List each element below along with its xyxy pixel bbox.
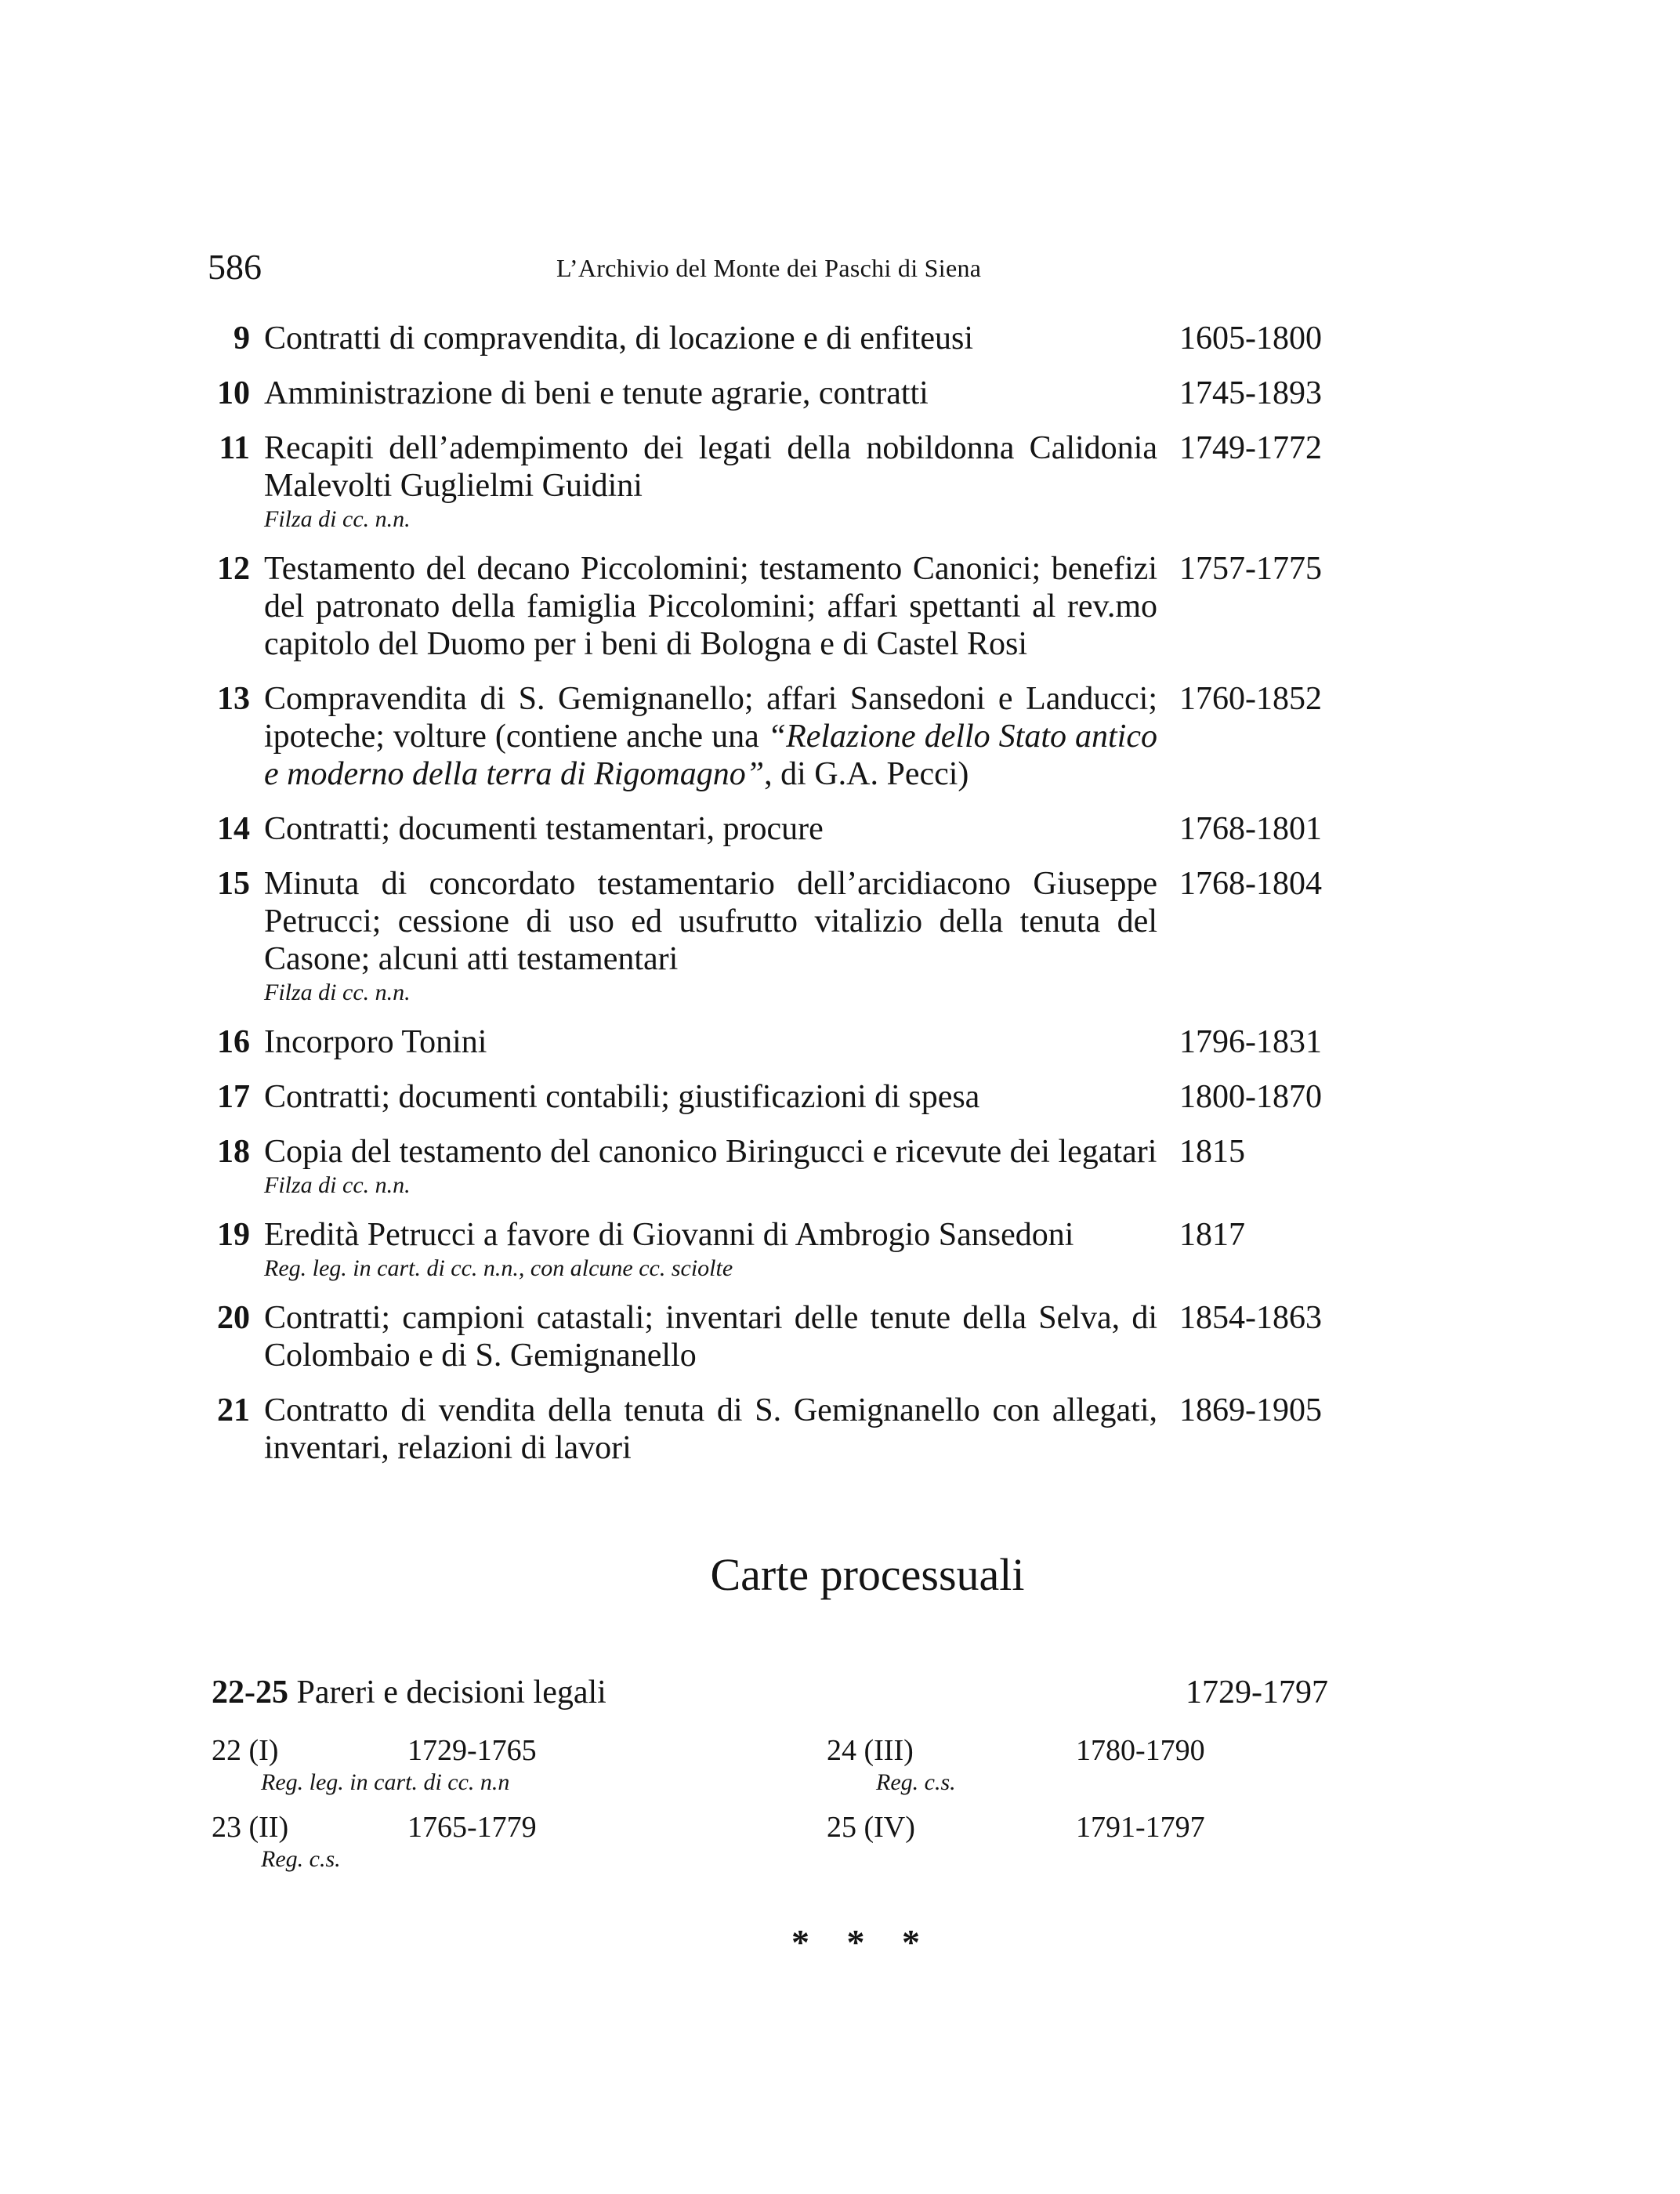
entry-date: 1796-1831 [1179,1024,1322,1060]
entry-description: Contratti; documenti contabili; giustificazioni di spesa [264,1079,980,1115]
entry-number: 18 [217,1134,250,1170]
entry-description: Contratto di vendita della tenuta di S. Gemignanello con allegati, inventari, relazioni di lavori [264,1392,1157,1466]
volume-entry-22 [212,1733,537,1796]
entry-date: 1749-1772 [1179,430,1322,466]
volume-note: Reg. c.s. [876,1769,956,1795]
volume-entry-23 [212,1810,537,1873]
entry-date: 1757-1775 [1179,551,1322,587]
entry-description: Incorporo Tonini [264,1024,487,1060]
section-end-asterisks: * * * [791,1922,934,1962]
entry-description [264,680,1157,793]
entry-19 [205,1216,1349,1282]
section-title: Carte processuali [710,1549,1025,1600]
entry-description: Minuta di concordato testamentario dell’arcidiacono Giuseppe Petrucci; cessione di uso ed usufrutto vitalizio della tenuta del Casone; alcuni atti testamentari [264,866,1157,977]
entry-description: Contratti di compravendita, di locazione e di enfiteusi [264,320,974,357]
entry-17 [205,1078,1349,1116]
entry-number: 15 [217,866,250,902]
volume-note: Reg. c.s. [261,1846,341,1872]
entry-21 [205,1392,1349,1467]
entry-20 [205,1299,1349,1374]
entry-11 [205,429,1349,533]
entry-date: 1854-1863 [1179,1300,1322,1336]
entry-number: 11 [219,430,250,466]
volume-label: 24 (III) [827,1734,914,1767]
volume-date: 1780-1790 [1076,1734,1205,1767]
volume-note: Reg. leg. in cart. di cc. n.n [261,1769,510,1795]
entry-note: Filza di cc. n.n. [264,1172,411,1198]
entry-number: 19 [217,1217,250,1253]
entry-date: 1768-1801 [1179,811,1322,847]
entry-number: 9 [234,320,250,357]
page-number: 586 [208,247,262,287]
entry-date: 1817 [1179,1217,1245,1253]
entry-description: Contratti; campioni catastali; inventari delle tenute della Selva, di Colombaio e di S. Gemignanello [264,1300,1157,1374]
volume-entry-24 [827,1733,1205,1796]
entry-note: Filza di cc. n.n. [264,979,411,1005]
entry-date: 1800-1870 [1179,1079,1322,1115]
running-title: L’Archivio del Monte dei Paschi di Siena [556,254,982,282]
entry-number: 16 [217,1024,250,1060]
entry-description-quote: “Relazione dello Stato antico e moderno della terra di Rigomagno” [264,719,1157,792]
entry-date: 1605-1800 [1179,320,1322,357]
volume-label: 22 (I) [212,1734,279,1767]
entry-description: Copia del testamento del canonico Biringucci e ricevute dei legatari [264,1134,1157,1170]
group-heading [212,1672,1348,1713]
entry-date: 1760-1852 [1179,681,1322,717]
volume-label: 25 (IV) [827,1811,915,1844]
entry-date: 1815 [1179,1134,1245,1170]
entry-15 [205,865,1349,1006]
entry-description-text: , di G.A. Pecci) [764,756,969,792]
entry-note: Reg. leg. in cart. di cc. n.n., con alcune cc. sciolte [264,1255,733,1281]
entry-description: Eredità Petrucci a favore di Giovanni di Ambrogio Sansedoni [264,1217,1074,1253]
entry-10 [205,375,1349,412]
group-date: 1729-1797 [1186,1674,1328,1711]
entry-13 [205,680,1349,793]
entry-description: Testamento del decano Piccolomini; testamento Canonici; benefizi del patronato della famiglia Piccolomini; affari spettanti al rev.mo capitolo del Duomo per i beni di Bologna e di Castel Rosi [264,551,1157,662]
volume-date: 1765-1779 [407,1811,537,1844]
volume-entry-25 [827,1810,1205,1845]
entry-note: Filza di cc. n.n. [264,506,411,532]
entry-description: Recapiti dell’adempimento dei legati della nobildonna Calidonia Malevolti Guglielmi Guidini [264,430,1157,504]
entry-number: 14 [217,811,250,847]
entry-number: 20 [217,1300,250,1336]
entry-18 [205,1133,1349,1199]
volume-date: 1729-1765 [407,1734,537,1767]
entry-number: 17 [217,1079,250,1115]
volume-date: 1791-1797 [1076,1811,1205,1844]
entry-number: 12 [217,551,250,587]
entry-number: 10 [217,375,250,411]
entry-description: Contratti; documenti testamentari, procure [264,811,824,847]
entry-list [205,320,1349,1484]
entry-number: 21 [217,1392,250,1428]
entry-date: 1869-1905 [1179,1392,1322,1428]
entry-14 [205,810,1349,848]
entry-16 [205,1023,1349,1061]
entry-description: Amministrazione di beni e tenute agrarie, contratti [264,375,929,411]
entry-description-text: Compravendita di S. Gemignanello; affari Sansedoni e Landucci; ipoteche; volture (contiene anche una [264,681,1157,755]
volume-label: 23 (II) [212,1811,289,1844]
entry-date: 1745-1893 [1179,375,1322,411]
entry-date: 1768-1804 [1179,866,1322,902]
entry-9 [205,320,1349,357]
group-description: Pareri e decisioni legali [296,1674,606,1711]
entry-12 [205,550,1349,663]
group-range: 22-25 [212,1674,288,1711]
entry-number: 13 [217,681,250,717]
